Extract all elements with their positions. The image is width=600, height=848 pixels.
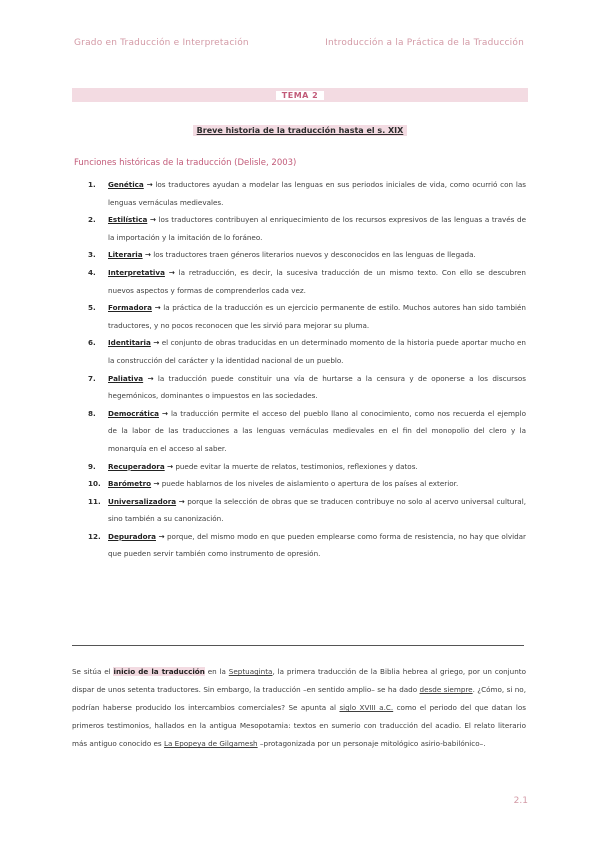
arrow-icon: → bbox=[158, 531, 165, 541]
arrow-icon: → bbox=[149, 215, 156, 225]
arrow-icon: → bbox=[153, 338, 160, 348]
function-term: Literaria bbox=[108, 250, 143, 260]
function-term: Recuperadora bbox=[108, 461, 165, 471]
function-number: 3. bbox=[88, 250, 96, 260]
function-item bbox=[72, 493, 526, 528]
function-description: la retraducción, es decir, la sucesiva traducción de un mismo texto. Con ello se descubren nuevos aspectos y formas de comprenderlos cada vez. bbox=[108, 267, 526, 295]
arrow-icon: → bbox=[144, 250, 151, 260]
function-number: 2. bbox=[88, 215, 96, 225]
arrow-icon: → bbox=[178, 496, 185, 506]
functions-list bbox=[72, 176, 526, 563]
section-title: Funciones históricas de la traducción (Delisle, 2003) bbox=[74, 158, 297, 168]
page-number: 2.1 bbox=[513, 796, 528, 806]
arrow-icon: → bbox=[146, 180, 153, 189]
function-item bbox=[72, 264, 526, 299]
arrow-icon: → bbox=[147, 373, 154, 383]
function-number: 10. bbox=[88, 479, 101, 489]
arrow-icon: → bbox=[154, 303, 161, 313]
function-description: la traducción puede constituir una vía de hurtarse a la censura y de oponerse a los discursos hegemónicos, dominantes o impuestos en las sociedades. bbox=[108, 373, 526, 401]
function-term: Barómetro bbox=[108, 479, 152, 489]
arrow-icon: → bbox=[161, 408, 168, 418]
function-item bbox=[72, 475, 526, 493]
intro-paragraph bbox=[72, 663, 526, 753]
function-description: el conjunto de obras traducidas en un determinado momento de la historia puede aportar mucho en la construcción del carácter y la identidad nacional de un pueblo. bbox=[108, 338, 526, 365]
topic-band bbox=[72, 88, 528, 102]
function-description: puede evitar la muerte de relatos, testimonios, reflexiones y datos. bbox=[175, 461, 418, 471]
function-term: Formadora bbox=[108, 303, 152, 313]
function-number: 6. bbox=[88, 338, 96, 348]
function-description: los traductores ayudan a modelar las lenguas en sus periodos iniciales de vida, como ocurrió con las lenguas vernáculas medievales. bbox=[108, 180, 526, 207]
header-subject: Introducción a la Práctica de la Traducción bbox=[325, 38, 524, 48]
function-description: los traductores contribuyen al enriquecimiento de los recursos expresivos de las lenguas a través de la importación y la imitación de lo foráneo. bbox=[108, 215, 526, 242]
underline-siglo: siglo XVIII a.C. bbox=[339, 703, 394, 712]
document-subtitle: Breve historia de la traducción hasta el s. XIX bbox=[193, 125, 408, 136]
arrow-icon: → bbox=[166, 461, 174, 471]
function-description: porque, del mismo modo en que pueden emplearse como forma de resistencia, no hay que olvidar que pueden servir también como instrumento de opresión. bbox=[108, 531, 526, 559]
function-number: 7. bbox=[88, 373, 96, 383]
subtitle-row bbox=[0, 118, 600, 137]
highlight-inicio: inicio de la traducción bbox=[113, 667, 205, 676]
function-number: 12. bbox=[88, 531, 101, 541]
function-description: los traductores traen géneros literarios nuevos y desconocidos en las lenguas de llegada. bbox=[153, 250, 476, 260]
header-course: Grado en Traducción e Interpretación bbox=[74, 38, 249, 48]
function-item bbox=[72, 299, 526, 334]
function-term: Identitaria bbox=[108, 338, 151, 348]
paragraph-text: , la primera traducción de la Biblia hebrea al griego, por un conjunto dispar de unos setenta traductores. Sin embargo, la traducción –en sentido amplio– se ha dado bbox=[72, 667, 527, 694]
function-number: 1. bbox=[88, 180, 96, 189]
function-item bbox=[72, 211, 526, 246]
function-number: 8. bbox=[88, 408, 96, 418]
divider bbox=[72, 645, 524, 646]
paragraph-text: . ¿Cómo, si no, podrían haberse producido los intercambios comerciales? Se apunta al bbox=[72, 685, 526, 712]
paragraph-text: en la bbox=[207, 667, 226, 676]
paragraph-text: como el periodo del que datan los primeros testimonios, hallados en la antigua Mesopotamia: textos en sumerio con traducción del acadio. El relato literario más antiguo conocido es bbox=[72, 703, 526, 748]
function-number: 9. bbox=[88, 461, 96, 471]
function-term: Estilística bbox=[108, 215, 148, 225]
function-description: porque la selección de obras que se traducen contribuye no solo al acervo universal cultural, sino también a su canonización. bbox=[108, 496, 526, 524]
function-description: la práctica de la traducción es un ejercicio permanente de estilo. Muchos autores han sido también traductores, y no pocos reconocen que les sirvió para mejorar su pluma. bbox=[108, 303, 526, 330]
function-number: 4. bbox=[88, 267, 96, 277]
underline-desde-siempre: desde siempre bbox=[419, 685, 473, 694]
function-item bbox=[72, 176, 526, 211]
function-item bbox=[72, 334, 526, 369]
arrow-icon: → bbox=[153, 479, 160, 489]
function-item bbox=[72, 370, 526, 405]
function-term: Democrática bbox=[108, 408, 159, 418]
underline-epopeya: La Epopeya de Gilgamesh bbox=[163, 739, 258, 748]
function-term: Genética bbox=[108, 180, 144, 189]
arrow-icon: → bbox=[168, 267, 175, 277]
function-item bbox=[72, 528, 526, 563]
function-term: Interpretativa bbox=[108, 267, 165, 277]
paragraph-text: Se sitúa el bbox=[72, 667, 111, 676]
function-number: 11. bbox=[88, 496, 101, 506]
function-item bbox=[72, 405, 526, 458]
underline-septuaginta: Septuaginta bbox=[228, 667, 273, 676]
topic-label: TEMA 2 bbox=[276, 91, 324, 100]
function-number: 5. bbox=[88, 303, 96, 313]
function-term: Universalizadora bbox=[108, 496, 177, 506]
function-item bbox=[72, 458, 526, 476]
paragraph-text: –protagonizada por un personaje mitológico asirio-babilónico–. bbox=[259, 739, 486, 748]
function-term: Depuradora bbox=[108, 531, 156, 541]
function-item bbox=[72, 246, 526, 264]
function-description: puede hablarnos de los niveles de aislamiento o apertura de los países al exterior. bbox=[161, 479, 459, 489]
function-term: Paliativa bbox=[108, 373, 144, 383]
function-description: la traducción permite el acceso del pueblo llano al conocimiento, como nos recuerda el ejemplo de la labor de las traducciones a las lenguas vernáculas medievales en el fin del monopolio del clero y la monarquía en el acceso al saber. bbox=[108, 408, 526, 453]
